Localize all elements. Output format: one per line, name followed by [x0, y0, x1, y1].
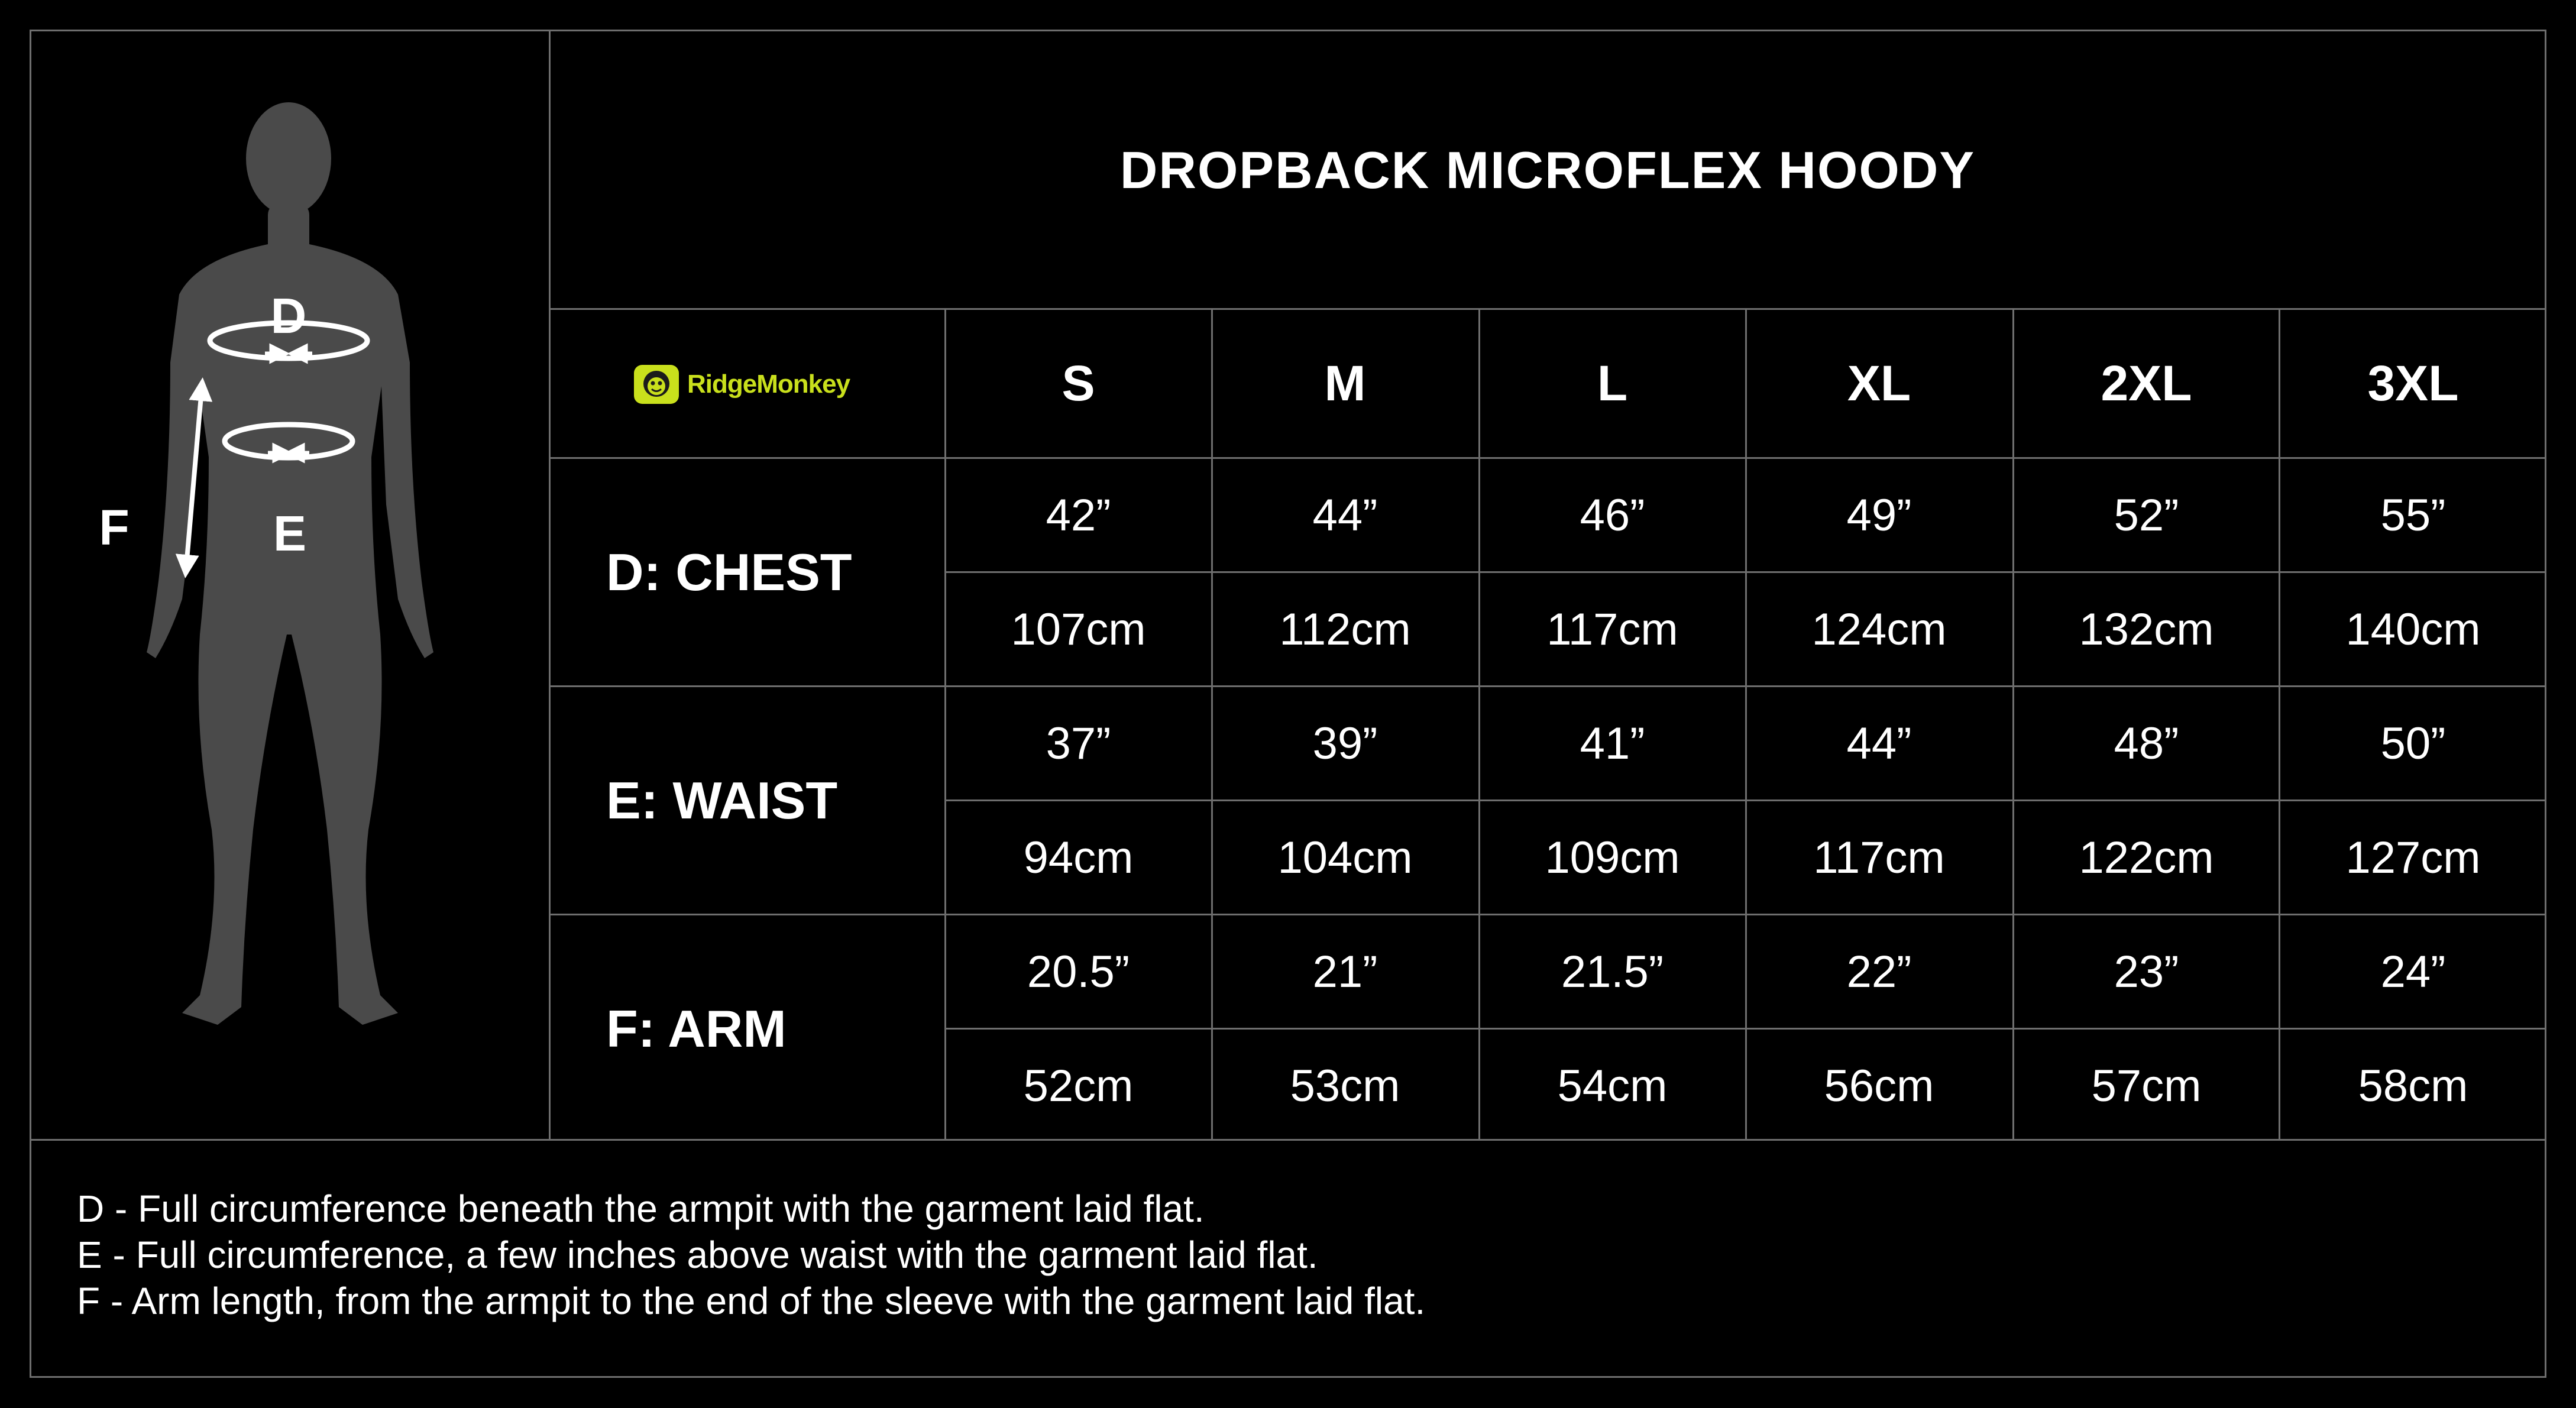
size-header-xl: XL: [1847, 355, 1911, 411]
table-cell: 37”: [1046, 718, 1111, 769]
table-cell: 58cm: [2358, 1061, 2468, 1111]
product-title: DROPBACK MICROFLEX HOODY: [1119, 141, 1976, 199]
table-cell: 22”: [1846, 947, 1912, 997]
table-cell: 124cm: [1811, 604, 1947, 655]
table-cell: 39”: [1312, 718, 1378, 769]
row-label-waist: E: WAIST: [606, 771, 838, 830]
table-cell: 112cm: [1279, 604, 1411, 655]
table-cell: 42”: [1046, 490, 1111, 540]
table-cell: 127cm: [2345, 833, 2481, 883]
size-header-3xl: 3XL: [2367, 355, 2459, 411]
table-cell: 57cm: [2091, 1061, 2202, 1111]
table-cell: 52”: [2114, 490, 2179, 540]
size-header-2xl: 2XL: [2101, 355, 2192, 411]
body-measurement-figure: [31, 31, 549, 1140]
table-cell: 41”: [1580, 718, 1645, 769]
table-cell: 109cm: [1545, 833, 1680, 883]
table-cell: 104cm: [1277, 833, 1413, 883]
monkey-icon: [633, 364, 680, 405]
row-label-chest: D: CHEST: [606, 543, 852, 601]
brand-logo: [633, 361, 863, 408]
measurement-notes: [77, 1186, 2501, 1324]
row-label-arm: F: ARM: [606, 999, 787, 1058]
table-cell: 117cm: [1546, 604, 1678, 655]
table-cell: 54cm: [1557, 1061, 1668, 1111]
table-cell: 55”: [2380, 490, 2446, 540]
table-cell: 56cm: [1824, 1061, 1934, 1111]
table-cell: 94cm: [1023, 833, 1134, 883]
table-cell: 117cm: [1813, 833, 1945, 883]
table-cell: 140cm: [2345, 604, 2481, 655]
table-cell: 21.5”: [1561, 947, 1664, 997]
table-cell: 107cm: [1011, 604, 1146, 655]
arm-marker-label: F: [99, 500, 130, 555]
size-header-m: M: [1324, 355, 1366, 411]
chest-marker-label: D: [270, 288, 307, 344]
table-cell: 21”: [1312, 947, 1378, 997]
table-cell: 52cm: [1023, 1061, 1134, 1111]
size-header-l: L: [1597, 355, 1628, 411]
size-header-s: S: [1062, 355, 1095, 411]
table-cell: 49”: [1846, 490, 1912, 540]
table-cell: 20.5”: [1027, 947, 1130, 997]
table-cell: 50”: [2380, 718, 2446, 769]
table-cell: 24”: [2380, 947, 2446, 997]
brand-name: RidgeMonkey: [687, 370, 850, 399]
table-cell: 44”: [1846, 718, 1912, 769]
note-chest: D - Full circumference beneath the armpit with the garment laid flat.: [77, 1187, 1205, 1230]
table-cell: 48”: [2114, 718, 2179, 769]
table-cell: 132cm: [2079, 604, 2214, 655]
table-cell: 122cm: [2079, 833, 2214, 883]
note-arm: F - Arm length, from the armpit to the end of the sleeve with the garment laid flat.: [77, 1280, 1426, 1322]
table-cell: 44”: [1312, 490, 1378, 540]
note-waist: E - Full circumference, a few inches above waist with the garment laid flat.: [77, 1234, 1318, 1276]
waist-marker-label: E: [273, 506, 307, 561]
body-silhouette-icon: [31, 31, 549, 1140]
table-cell: 46”: [1580, 490, 1645, 540]
table-cell: 53cm: [1290, 1061, 1400, 1111]
table-cell: 23”: [2114, 947, 2179, 997]
